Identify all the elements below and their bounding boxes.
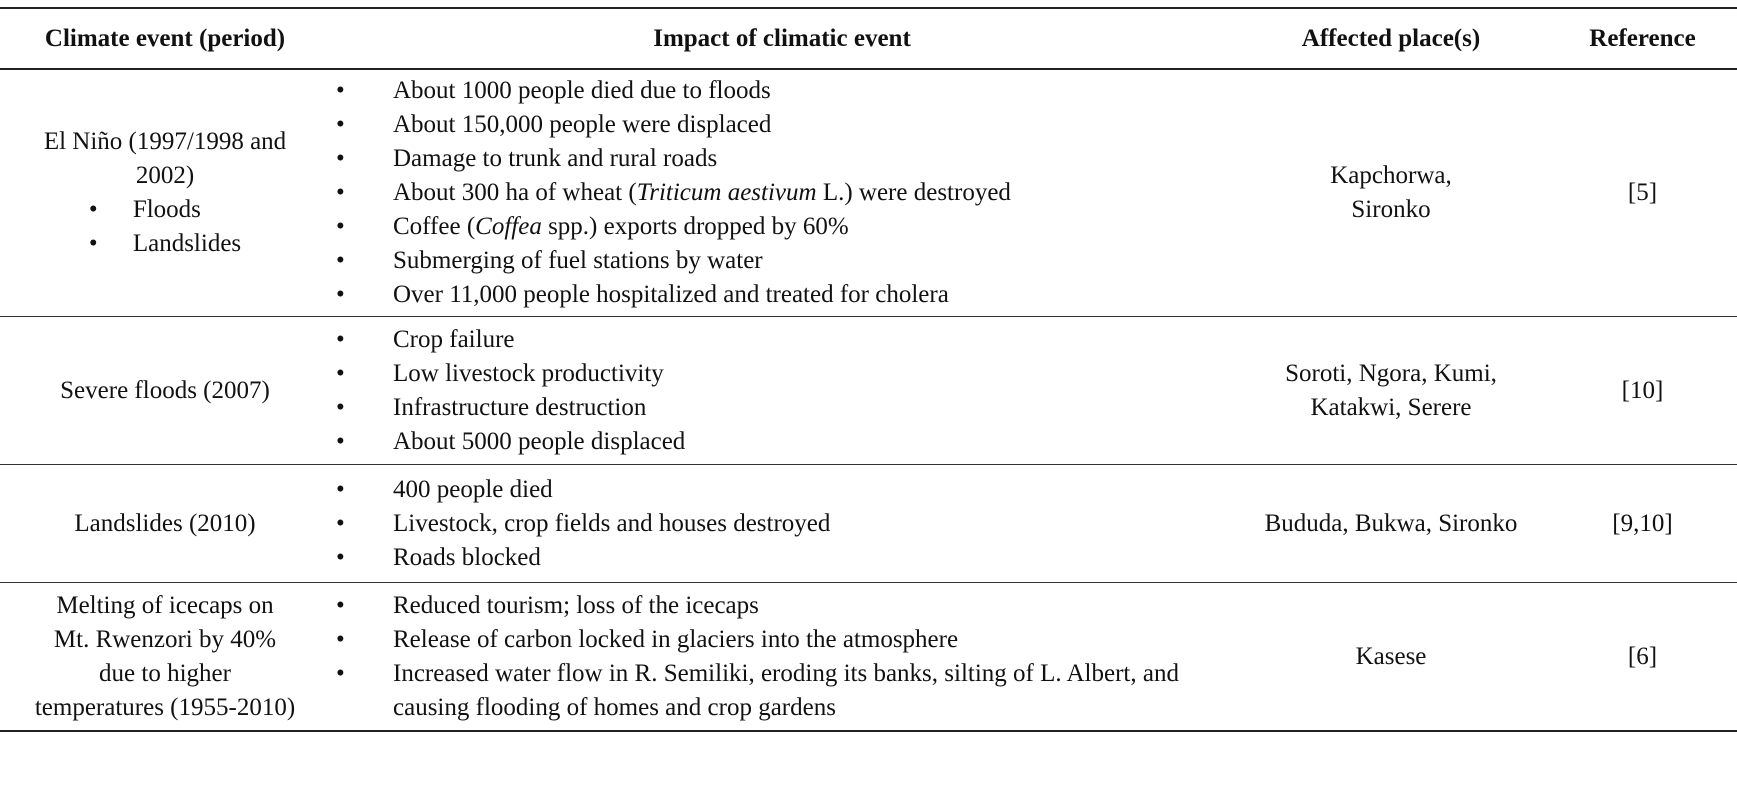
header-reference: Reference [1548, 8, 1737, 69]
places-cell [1234, 317, 1548, 465]
impact-cell [330, 583, 1234, 732]
place-line: Kasese [1355, 642, 1427, 670]
header-affected-places: Affected place(s) [1234, 8, 1548, 69]
table-row [0, 583, 1737, 732]
place-line: Kapchorwa, [1330, 162, 1452, 189]
event-line: El Niño (1997/1998 and [43, 128, 287, 155]
impact-cell [330, 317, 1234, 465]
impact-item: • Crop failure [330, 323, 1234, 357]
event-line: Melting of icecaps on [56, 591, 274, 619]
impact-item [330, 176, 1234, 210]
impact-item: • Low livestock productivity [330, 357, 1234, 391]
climate-events-table [0, 7, 1737, 732]
impact-list [330, 589, 1234, 725]
impact-list [330, 74, 1234, 312]
table-row [0, 317, 1737, 465]
impact-item: • About 150,000 people were displaced [330, 108, 1234, 142]
places-cell [1234, 69, 1548, 317]
reference-cell: [9,10] [1548, 465, 1737, 583]
table-row [0, 465, 1737, 583]
event-cell [0, 69, 330, 317]
event-line: due to higher [99, 659, 231, 687]
reference-cell: [10] [1548, 317, 1737, 465]
impact-text: spp.) exports dropped by 60% [541, 213, 849, 240]
species-name: Coffea [475, 213, 542, 240]
table-row [0, 69, 1737, 317]
impact-item: • 400 people died [330, 473, 1234, 507]
impact-item [330, 210, 1234, 244]
impact-item: • Submerging of fuel stations by water [330, 244, 1234, 278]
impact-cell [330, 69, 1234, 317]
event-cell [0, 583, 330, 732]
event-cell [0, 317, 330, 465]
impact-list [330, 323, 1234, 459]
impact-item: • Reduced tourism; loss of the icecaps [330, 589, 1234, 623]
place-line: Katakwi, Serere [1310, 393, 1472, 421]
impact-text: Coffee ( [393, 213, 476, 240]
impact-list [330, 473, 1234, 575]
impact-item: • About 1000 people died due to floods [330, 74, 1234, 108]
impact-text: About 300 ha of wheat ( [393, 179, 637, 206]
place-line: Bududa, Bukwa, Sironko [1264, 509, 1518, 537]
event-line: Mt. Rwenzori by 40% [53, 625, 277, 653]
event-subitem: • Landslides [89, 227, 241, 261]
event-subitem: • Floods [89, 193, 241, 227]
impact-item: • Over 11,000 people hospitalized and treated for cholera [330, 278, 1234, 312]
impact-text: L.) were destroyed [816, 179, 1011, 206]
event-line: Severe floods (2007) [60, 376, 270, 404]
place-line: Sironko [1351, 196, 1431, 223]
places-cell [1234, 465, 1548, 583]
event-subitems [89, 193, 241, 261]
places-cell [1234, 583, 1548, 732]
species-name: Triticum aestivum [636, 179, 817, 206]
impact-item: • Damage to trunk and rural roads [330, 142, 1234, 176]
impact-item: • Increased water flow in R. Semiliki, eroding its banks, silting of L. Albert, and causing flooding of homes and crop gardens [330, 657, 1234, 725]
header-impact: Impact of climatic event [330, 8, 1234, 69]
impact-item: • Roads blocked [330, 541, 1234, 575]
event-line: Landslides (2010) [74, 509, 256, 537]
impact-item: • About 5000 people displaced [330, 425, 1234, 459]
event-cell [0, 465, 330, 583]
impact-cell [330, 465, 1234, 583]
event-line: 2002) [135, 162, 195, 189]
impact-item: • Livestock, crop fields and houses destroyed [330, 507, 1234, 541]
header-climate-event: Climate event (period) [0, 8, 330, 69]
header-row [0, 8, 1737, 69]
event-line: temperatures (1955-2010) [34, 693, 296, 721]
place-line: Soroti, Ngora, Kumi, [1285, 359, 1497, 387]
impact-item: • Infrastructure destruction [330, 391, 1234, 425]
reference-cell: [6] [1548, 583, 1737, 732]
reference-cell: [5] [1548, 69, 1737, 317]
impact-item: • Release of carbon locked in glaciers into the atmosphere [330, 623, 1234, 657]
